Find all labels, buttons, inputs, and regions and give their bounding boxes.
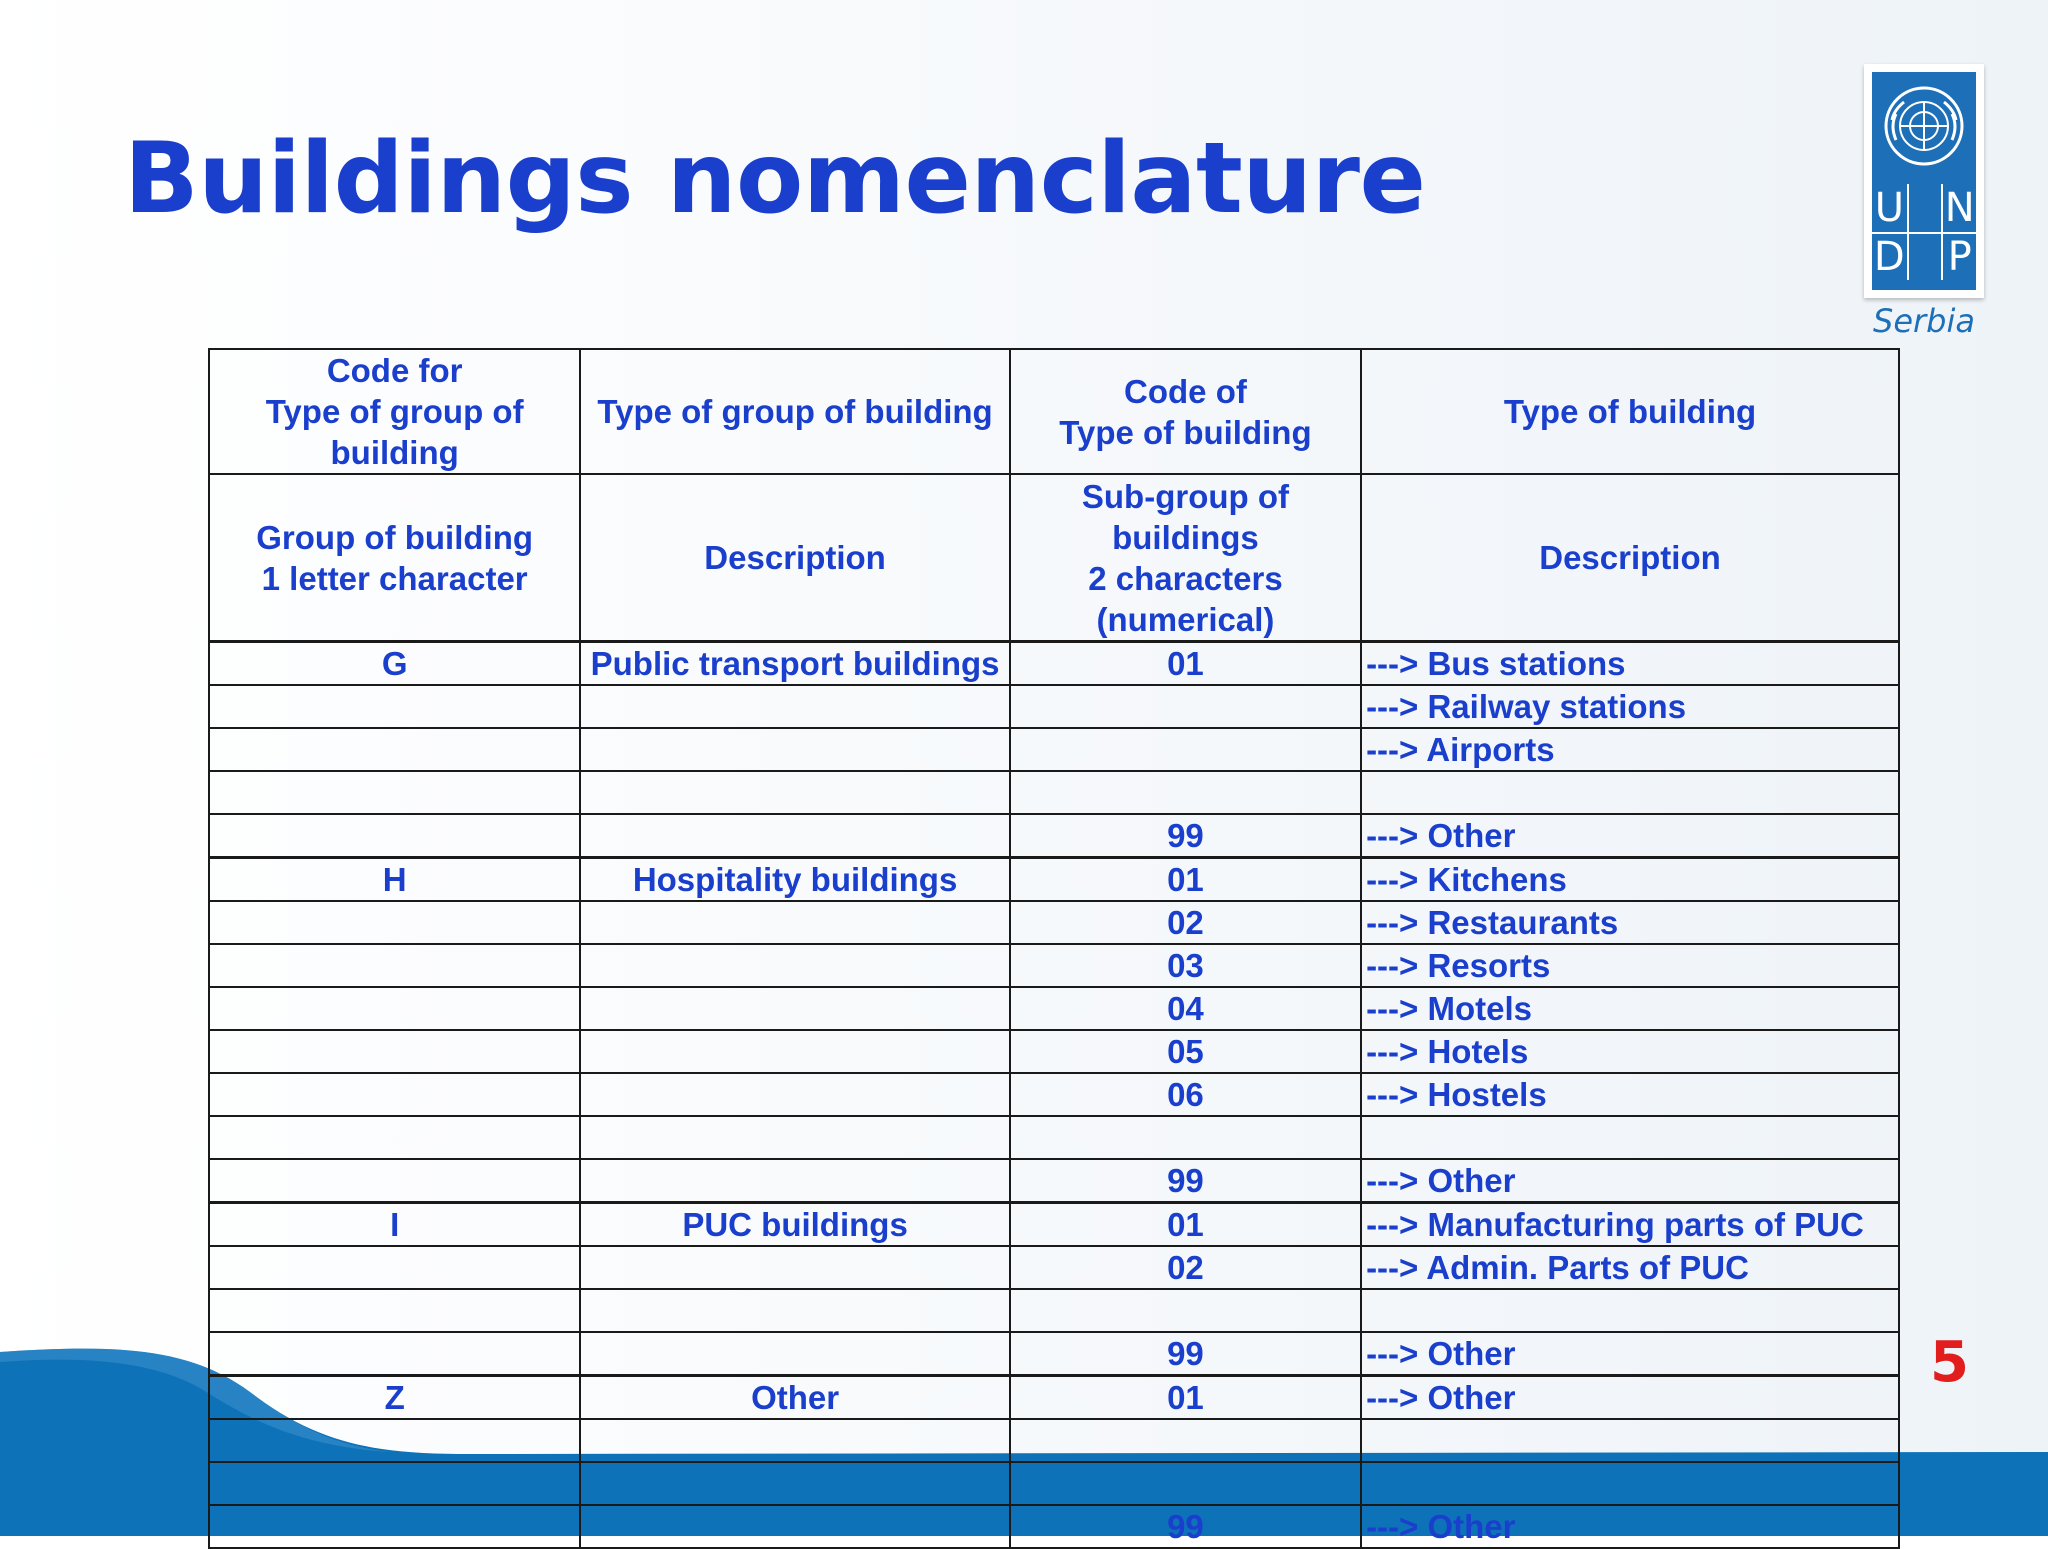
table-row [209, 1246, 1899, 1289]
group-description-cell [580, 1116, 1010, 1159]
table-row [209, 1116, 1899, 1159]
table-row [209, 1030, 1899, 1073]
group-description-cell [580, 1246, 1010, 1289]
type-description-cell [1361, 1289, 1899, 1332]
table-row [209, 1159, 1899, 1203]
group-code-cell [209, 1030, 580, 1073]
group-description-cell: PUC buildings [580, 1203, 1010, 1247]
group-code-cell [209, 1289, 580, 1332]
group-code-cell: G [209, 642, 580, 686]
page-number: 5 [1930, 1330, 1969, 1395]
type-code-cell [1010, 1462, 1361, 1505]
logo-box [1864, 64, 1984, 298]
type-code-cell [1010, 771, 1361, 814]
type-code-cell: 05 [1010, 1030, 1361, 1073]
group-description-cell [580, 771, 1010, 814]
logo-letter-d: D [1873, 234, 1905, 280]
group-description-cell [580, 1462, 1010, 1505]
type-code-cell: 03 [1010, 944, 1361, 987]
table-row [209, 1332, 1899, 1376]
group-code-cell: I [209, 1203, 580, 1247]
table-row [209, 1289, 1899, 1332]
group-description-cell: Public transport buildings [580, 642, 1010, 686]
logo-letters [1872, 184, 1976, 280]
group-description-cell [580, 944, 1010, 987]
group-code-cell [209, 1073, 580, 1116]
logo-letter-u: U [1874, 185, 1904, 231]
logo-subtitle: Serbia [1873, 302, 1975, 340]
type-code-cell: 99 [1010, 1159, 1361, 1203]
type-description-cell: ---> Admin. Parts of PUC [1361, 1246, 1899, 1289]
header-cell: Sub-group of buildings 2 characters (numerical) [1010, 474, 1361, 642]
type-code-cell [1010, 728, 1361, 771]
type-code-cell [1010, 1419, 1361, 1462]
type-code-cell [1010, 1289, 1361, 1332]
type-code-cell: 99 [1010, 1332, 1361, 1376]
type-description-cell: ---> Railway stations [1361, 685, 1899, 728]
group-code-cell [209, 901, 580, 944]
page-title: Buildings nomenclature [124, 122, 1426, 236]
group-code-cell [209, 1505, 580, 1548]
header-cell: Group of building 1 letter character [209, 474, 580, 642]
type-code-cell: 99 [1010, 1505, 1361, 1548]
header-cell: Type of group of building [580, 349, 1010, 474]
group-code-cell [209, 814, 580, 858]
type-description-cell: ---> Airports [1361, 728, 1899, 771]
logo-letter-n: N [1941, 184, 1976, 232]
type-description-cell: ---> Other [1361, 1376, 1899, 1420]
logo-letter-spacer [1907, 232, 1942, 280]
logo-panel [1872, 72, 1976, 290]
header-cell: Description [580, 474, 1010, 642]
table-row [209, 1419, 1899, 1462]
header-cell: Code for Type of group of building [209, 349, 580, 474]
group-code-cell [209, 1462, 580, 1505]
logo-letter-spacer [1907, 184, 1942, 232]
type-description-cell: ---> Motels [1361, 987, 1899, 1030]
group-code-cell [209, 987, 580, 1030]
group-code-cell [209, 944, 580, 987]
table-row [209, 642, 1899, 686]
group-description-cell [580, 901, 1010, 944]
type-description-cell: ---> Other [1361, 1505, 1899, 1548]
table-row [209, 1203, 1899, 1247]
header-row-1 [209, 349, 1899, 474]
group-description-cell [580, 1505, 1010, 1548]
type-code-cell: 01 [1010, 1203, 1361, 1247]
group-code-cell [209, 771, 580, 814]
type-description-cell: ---> Bus stations [1361, 642, 1899, 686]
table-row [209, 728, 1899, 771]
type-description-cell [1361, 1116, 1899, 1159]
group-code-cell [209, 728, 580, 771]
nomenclature-table [208, 348, 1900, 1549]
table-row [209, 1462, 1899, 1505]
table-row [209, 901, 1899, 944]
group-description-cell: Hospitality buildings [580, 858, 1010, 902]
header-cell: Type of building [1361, 349, 1899, 474]
group-description-cell [580, 1073, 1010, 1116]
type-description-cell [1361, 771, 1899, 814]
group-code-cell [209, 1419, 580, 1462]
table-row [209, 1376, 1899, 1420]
group-description-cell [580, 1419, 1010, 1462]
type-description-cell: ---> Manufacturing parts of PUC [1361, 1203, 1899, 1247]
type-code-cell: 02 [1010, 1246, 1361, 1289]
group-description-cell [580, 1289, 1010, 1332]
type-code-cell: 01 [1010, 642, 1361, 686]
group-description-cell: Other [580, 1376, 1010, 1420]
group-description-cell [580, 1332, 1010, 1376]
group-description-cell [580, 728, 1010, 771]
type-code-cell: 04 [1010, 987, 1361, 1030]
type-code-cell [1010, 1116, 1361, 1159]
table-row [209, 1505, 1899, 1548]
group-description-cell [580, 1030, 1010, 1073]
type-code-cell: 06 [1010, 1073, 1361, 1116]
type-description-cell: ---> Restaurants [1361, 901, 1899, 944]
header-cell: Code of Type of building [1010, 349, 1361, 474]
group-code-cell [209, 1246, 580, 1289]
group-description-cell [580, 987, 1010, 1030]
type-code-cell: 01 [1010, 858, 1361, 902]
un-emblem-icon [1882, 84, 1966, 168]
table-row [209, 771, 1899, 814]
type-description-cell: ---> Hotels [1361, 1030, 1899, 1073]
type-description-cell: ---> Other [1361, 814, 1899, 858]
group-code-cell [209, 1332, 580, 1376]
logo-letter-p: P [1941, 232, 1976, 280]
type-description-cell: ---> Kitchens [1361, 858, 1899, 902]
group-description-cell [580, 1159, 1010, 1203]
table-row [209, 814, 1899, 858]
group-description-cell [580, 814, 1010, 858]
type-code-cell: 01 [1010, 1376, 1361, 1420]
undp-logo [1864, 64, 1984, 340]
group-code-cell: H [209, 858, 580, 902]
table-row [209, 858, 1899, 902]
type-description-cell [1361, 1462, 1899, 1505]
header-cell: Description [1361, 474, 1899, 642]
type-code-cell: 99 [1010, 814, 1361, 858]
table-row [209, 1073, 1899, 1116]
group-description-cell [580, 685, 1010, 728]
group-code-cell [209, 1159, 580, 1203]
table-row [209, 944, 1899, 987]
type-description-cell [1361, 1419, 1899, 1462]
table-row [209, 987, 1899, 1030]
group-code-cell [209, 685, 580, 728]
type-code-cell: 02 [1010, 901, 1361, 944]
type-description-cell: ---> Hostels [1361, 1073, 1899, 1116]
type-description-cell: ---> Resorts [1361, 944, 1899, 987]
type-description-cell: ---> Other [1361, 1332, 1899, 1376]
type-code-cell [1010, 685, 1361, 728]
table-row [209, 685, 1899, 728]
type-description-cell: ---> Other [1361, 1159, 1899, 1203]
group-code-cell: Z [209, 1376, 580, 1420]
header-row-2 [209, 474, 1899, 642]
group-code-cell [209, 1116, 580, 1159]
